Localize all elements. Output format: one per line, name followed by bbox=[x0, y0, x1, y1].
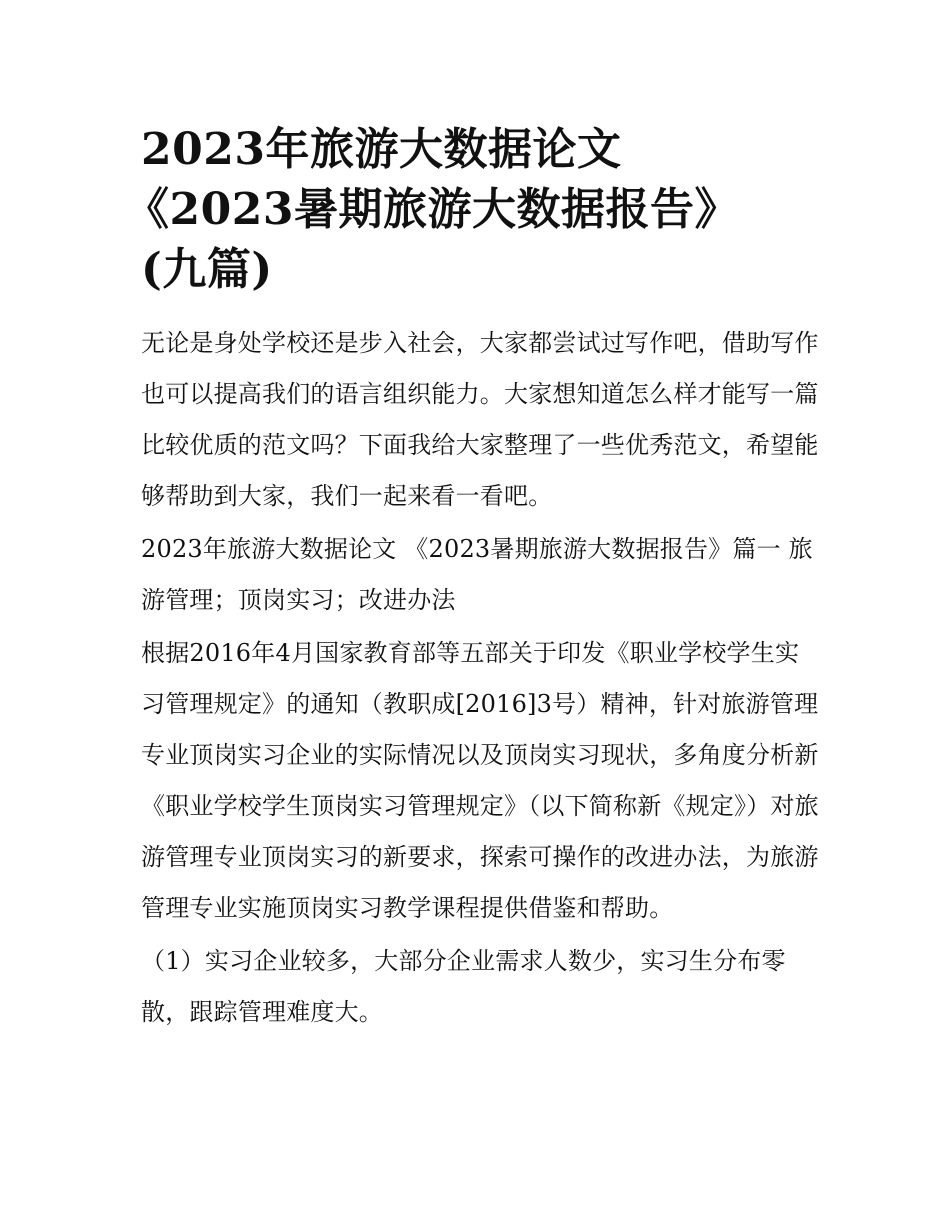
numbered-point-paragraph: （1）实习企业较多，大部分企业需求人数少，实习生分布零散，跟踪管理难度大。 bbox=[141, 947, 786, 1026]
document-content bbox=[125, 120, 821, 1038]
document-title bbox=[125, 120, 821, 300]
intro-paragraph: 无论是身处学校还是步入社会，大家都尝试过写作吧，借助写作也可以提高我们的语言组织能力。大家想知道怎么样才能写一篇比较优质的范文吗？下面我给大家整理了一些优秀范文，希望能够帮助到大家，我们一起来看一看吧。 bbox=[141, 329, 819, 510]
title-line-3: (九篇) bbox=[141, 244, 273, 295]
title-line-2: 《2023暑期旅游大数据报告》 bbox=[125, 184, 739, 235]
title-line-1: 2023年旅游大数据论文 bbox=[141, 124, 622, 175]
body-paragraph: 根据2016年4月国家教育部等五部关于印发《职业学校学生实习管理规定》的通知（教职成[2016]3号）精神，针对旅游管理专业顶岗实习企业的实际情况以及顶岗实习现状，多角度分析新《职业学校学生顶岗实习管理规定》（以下简称新《规定》）对旅游管理专业顶岗实习的新要求，探索可操作的改进办法，为旅游管理专业实施顶岗实习教学课程提供借鉴和帮助。 bbox=[141, 639, 819, 922]
article-heading-paragraph: 2023年旅游大数据论文 《2023暑期旅游大数据报告》篇一 旅游管理；顶岗实习；改进办法 bbox=[141, 535, 813, 614]
